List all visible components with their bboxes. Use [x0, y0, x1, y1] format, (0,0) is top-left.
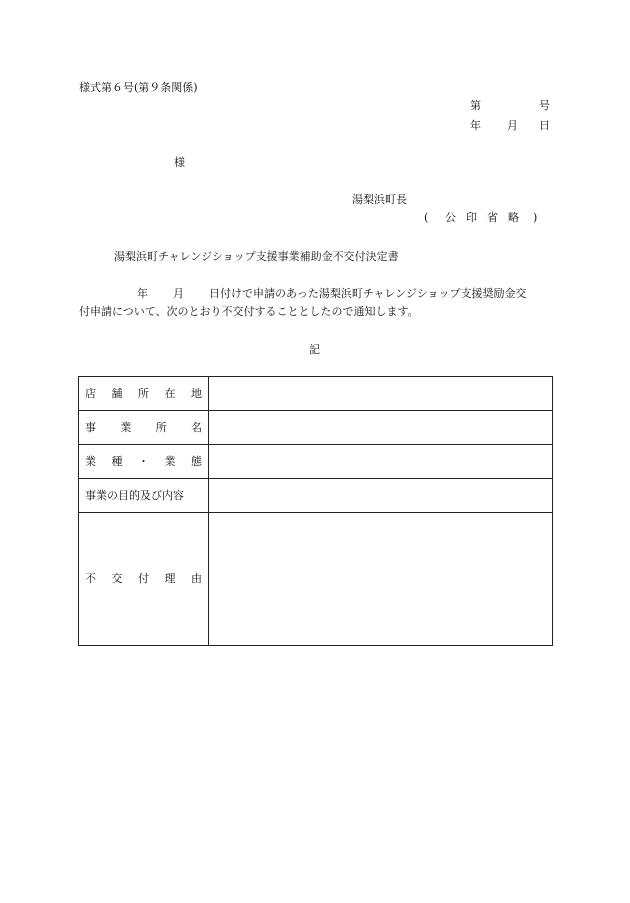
form-number: 様式第６号(第９条関係) — [79, 81, 198, 94]
label-char: 名 — [190, 420, 202, 434]
purpose-value[interactable] — [209, 479, 552, 512]
document-title: 湯梨浜町チャレンジショップ支援事業補助金不交付決定書 — [114, 250, 399, 263]
document-date-line — [470, 119, 550, 133]
table-row-business-name — [79, 411, 552, 445]
label-char: 業 — [85, 454, 96, 468]
body-text-line-2: 付申請について、次のとおり不交付することとしたので通知します。 — [79, 305, 419, 318]
body-month: 月 — [173, 287, 184, 300]
label-char: 不 — [85, 572, 96, 585]
label-char: 舗 — [111, 386, 123, 400]
table-row-label — [79, 513, 209, 645]
date-year: 年 — [470, 119, 481, 132]
business-name-value[interactable] — [209, 411, 552, 444]
label-char: 店 — [85, 386, 96, 400]
recipient-honorific: 様 — [174, 156, 185, 169]
seal-omitted-note — [424, 211, 539, 225]
label-char: 所 — [138, 386, 149, 400]
issuer-name: 湯梨浜町長 — [352, 193, 407, 206]
date-month: 月 — [507, 119, 518, 132]
seal-note-char: 略 — [508, 211, 519, 224]
details-table — [78, 376, 553, 646]
seal-note-char: ( — [424, 211, 429, 224]
industry-label — [85, 455, 202, 469]
industry-value[interactable] — [209, 445, 552, 478]
document-number-suffix: 号 — [539, 99, 550, 112]
document-number-prefix: 第 — [470, 99, 481, 112]
table-row-purpose — [79, 479, 552, 513]
body-text-line-1 — [79, 287, 554, 303]
label-char: 由 — [191, 572, 202, 585]
label-char: 理 — [164, 572, 176, 585]
label-char: 事 — [85, 420, 96, 434]
label-char: ・ — [138, 454, 149, 468]
label-char: 付 — [138, 572, 149, 585]
store-location-value[interactable] — [209, 377, 552, 410]
label-char: 地 — [191, 386, 202, 400]
document-number-line — [470, 99, 550, 113]
body-year: 年 — [137, 287, 148, 300]
seal-note-char: 印 — [466, 211, 477, 224]
ki-heading: 記 — [309, 343, 320, 356]
reason-label — [85, 572, 202, 586]
label-char: 交 — [111, 572, 123, 585]
table-row-label — [79, 377, 209, 410]
table-row-reason — [79, 513, 552, 645]
table-row-label — [79, 445, 209, 478]
seal-note-char: 公 — [445, 211, 456, 224]
label-char: 態 — [191, 454, 202, 468]
label-char: 所 — [155, 420, 167, 434]
table-row-label — [79, 479, 209, 512]
label-char: 種 — [111, 454, 123, 468]
seal-note-char: ) — [533, 211, 538, 224]
label-char: 業 — [164, 454, 176, 468]
date-day: 日 — [539, 119, 550, 132]
table-row-industry — [79, 445, 552, 479]
table-row-label — [79, 411, 209, 444]
label-char: 業 — [120, 420, 132, 434]
reason-value[interactable] — [209, 513, 552, 645]
purpose-label — [85, 489, 202, 503]
label-char: 在 — [164, 386, 176, 400]
body-text-rest: 日付けで申請のあった湯梨浜町チャレンジショップ支援奨励金交 — [209, 287, 527, 300]
store-location-label — [85, 387, 202, 401]
business-name-label — [85, 421, 202, 435]
table-row-store-location — [79, 377, 552, 411]
label-text: 事業の目的及び内容 — [85, 488, 184, 502]
seal-note-char: 省 — [487, 211, 498, 224]
